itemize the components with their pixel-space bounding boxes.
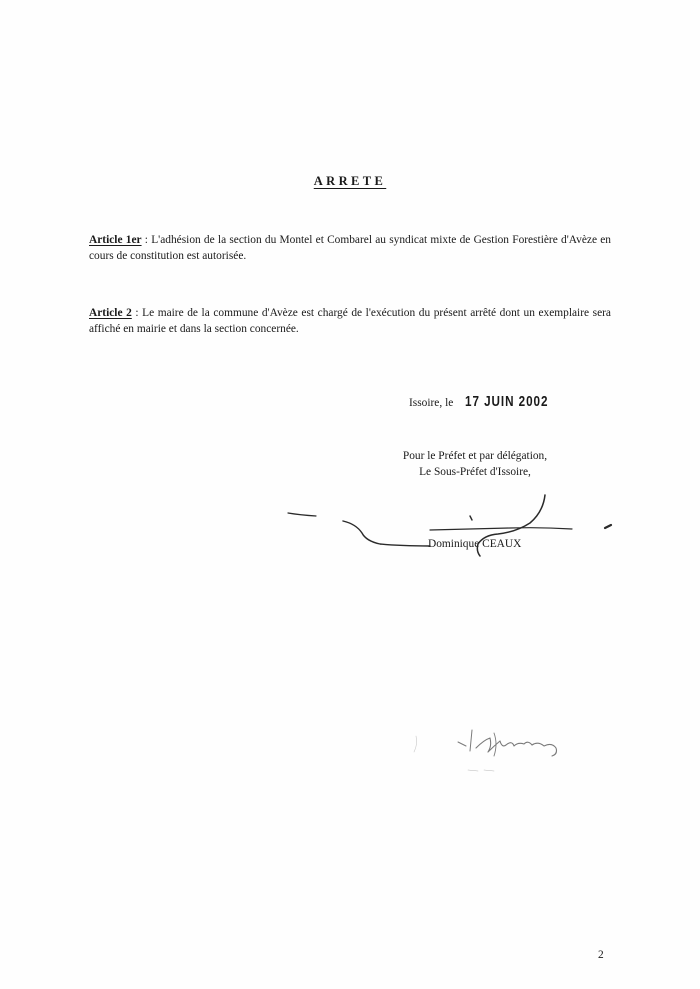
signer-name: Dominique CEAUX	[428, 538, 522, 550]
delegation-block	[380, 448, 570, 480]
place-label: Issoire, le	[409, 397, 454, 409]
article-1-text: L'adhésion de la section du Montel et Combarel au syndicat mixte de Gestion Forestière d'Avèze en cours de constitution est autorisée.	[89, 234, 611, 262]
article-2-text: Le maire de la commune d'Avèze est chargé de l'exécution du présent arrêté dont un exemplaire sera affiché en mairie et dans la section concernée.	[89, 307, 611, 335]
page-number: 2	[598, 949, 604, 961]
date-stamp: 17 JUIN 2002	[465, 393, 549, 410]
initials-mark	[414, 730, 557, 771]
article-1-separator: :	[141, 234, 152, 246]
document-heading: ARRETE	[313, 174, 387, 188]
delegation-line-1: Pour le Préfet et par délégation,	[402, 450, 548, 462]
article-2	[89, 305, 611, 337]
article-1-label: Article 1er	[89, 234, 142, 246]
article-2-separator: :	[131, 307, 143, 319]
delegation-line-2: Le Sous-Préfet d'Issoire,	[419, 466, 531, 478]
article-2-label: Article 2	[89, 307, 132, 319]
article-1	[89, 232, 611, 264]
place-and-date	[409, 393, 572, 410]
